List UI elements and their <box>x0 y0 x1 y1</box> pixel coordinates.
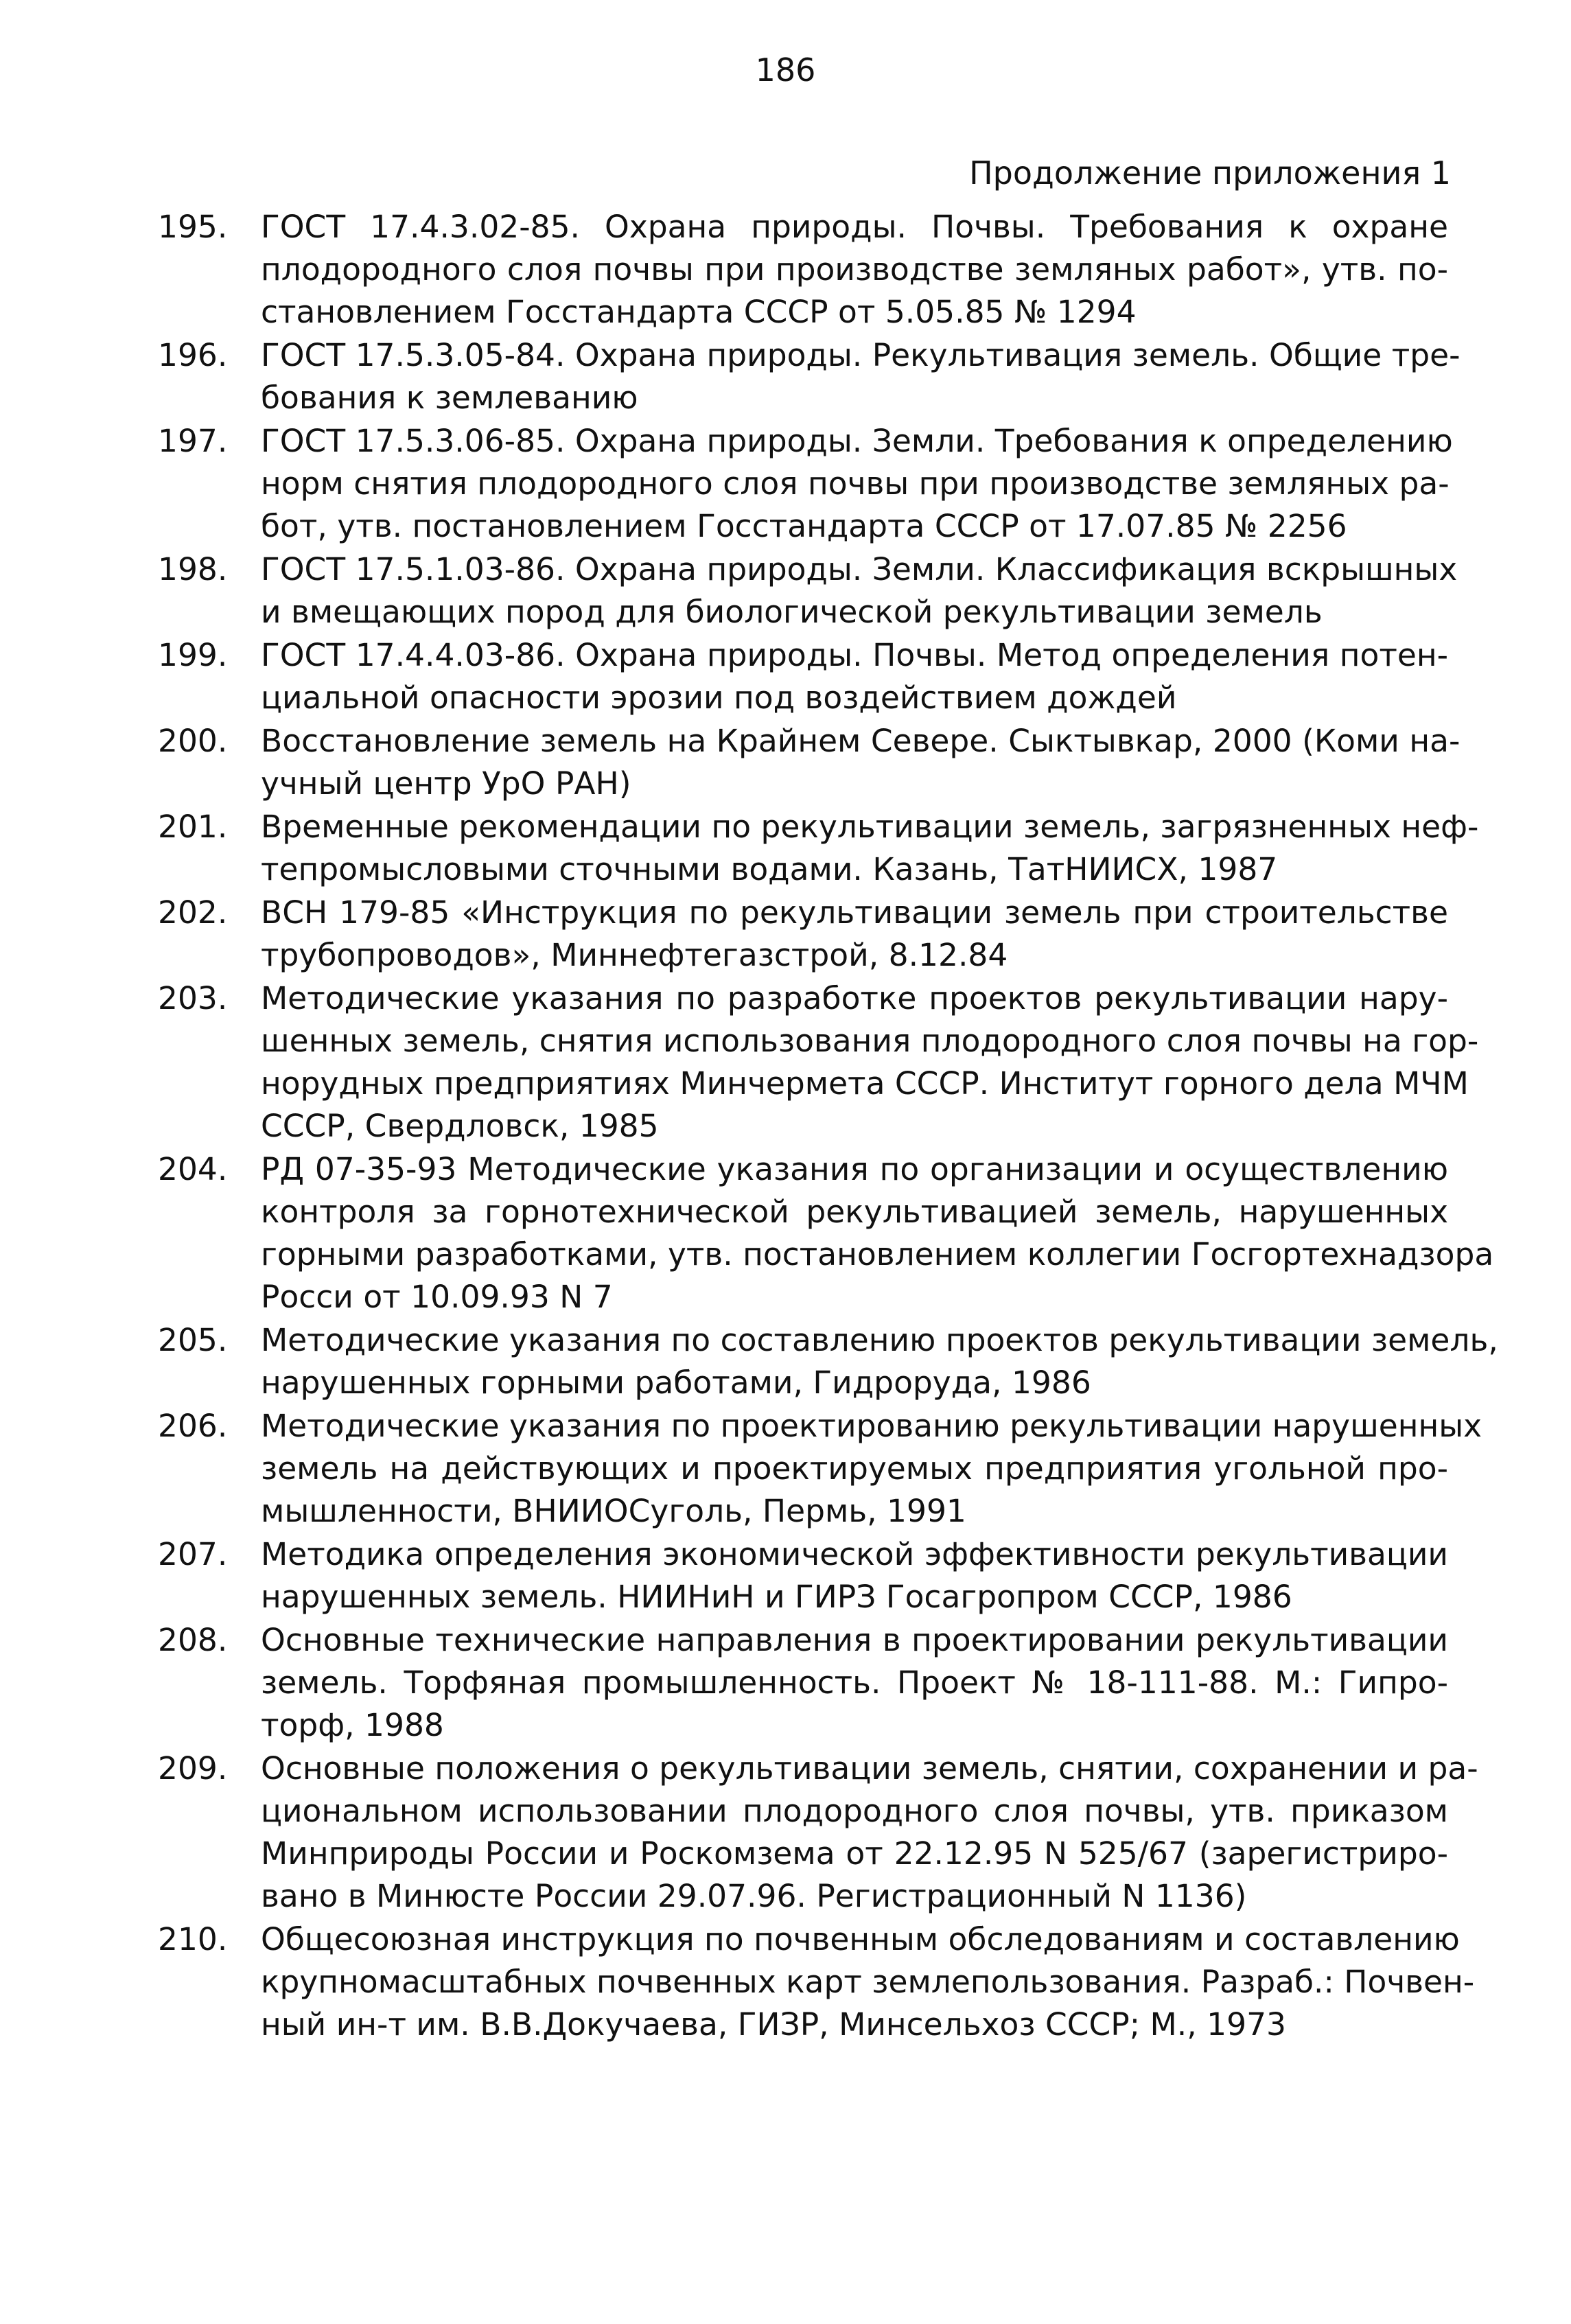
reference-text-line: ВСН 179-85 «Инструкция по рекультивации земель при строительстве <box>261 894 1448 931</box>
reference-text-line: тепромысловыми сточными водами. Казань, ТатНИИСХ, 1987 <box>261 851 1278 887</box>
reference-item <box>158 1533 1448 1618</box>
reference-text-line: бот, утв. постановлением Госстандарта СССР от 17.07.85 № 2256 <box>261 508 1347 544</box>
reference-text-line: Методические указания по разработке проектов рекультивации нару- <box>261 980 1448 1016</box>
reference-text-line: вано в Минюсте России 29.07.96. Регистрационный N 1136) <box>261 1878 1247 1914</box>
reference-text-line: Основные положения о рекультивации земель, снятии, сохранении и ра- <box>261 1750 1478 1787</box>
reference-text-line: норм снятия плодородного слоя почвы при производстве земляных ра- <box>261 465 1450 502</box>
reference-text-line: крупномасштабных почвенных карт землепользования. Разраб.: Почвен- <box>261 1964 1475 2000</box>
reference-item <box>158 548 1458 634</box>
reference-number: 196. <box>158 337 228 373</box>
continuation-heading: Продолжение приложения 1 <box>969 154 1451 191</box>
reference-text-line: циональном использовании плодородного слоя почвы, утв. приказом <box>261 1793 1448 1829</box>
reference-item <box>158 334 1461 419</box>
reference-text-line: контроля за горнотехнической рекультивацией земель, нарушенных <box>261 1194 1448 1230</box>
reference-item <box>158 806 1479 891</box>
reference-text-line: СССР, Свердловск, 1985 <box>261 1108 659 1144</box>
reference-text-line: бования к землеванию <box>261 380 638 416</box>
reference-text-line: трубопроводов», Миннефтегазстрой, 8.12.84 <box>261 937 1008 973</box>
reference-text-line: нарушенных горными работами, Гидроруда, 1986 <box>261 1364 1091 1401</box>
reference-number: 204. <box>158 1151 228 1187</box>
reference-text-line: нарушенных земель. НИИНиН и ГИРЗ Госагропром СССР, 1986 <box>261 1579 1292 1615</box>
reference-text-line: мышленности, ВНИИОСуголь, Пермь, 1991 <box>261 1493 966 1529</box>
reference-text-line: Методика определения экономической эффективности рекультивации <box>261 1536 1448 1572</box>
reference-number: 206. <box>158 1408 228 1444</box>
reference-number: 207. <box>158 1536 228 1572</box>
reference-item <box>158 977 1479 1148</box>
reference-text-line: Методические указания по составлению проектов рекультивации земель, <box>261 1322 1498 1358</box>
reference-item <box>158 634 1448 719</box>
reference-text-line: Минприроды России и Роскомзема от 22.12.95 N 525/67 (зарегистриро- <box>261 1835 1448 1872</box>
reference-item <box>158 1918 1475 2046</box>
reference-item <box>158 206 1448 334</box>
reference-item <box>158 1405 1482 1533</box>
reference-text-line: Методические указания по проектированию рекультивации нарушенных <box>261 1408 1482 1444</box>
reference-item <box>158 1148 1494 1318</box>
reference-number: 199. <box>158 637 228 673</box>
reference-number: 203. <box>158 980 228 1016</box>
reference-number: 201. <box>158 809 228 845</box>
reference-text-line: Восстановление земель на Крайнем Севере. Сыктывкар, 2000 (Коми на- <box>261 723 1461 759</box>
reference-text-line: земель. Торфяная промышленность. Проект № 18-111-88. М.: Гипро- <box>261 1664 1448 1701</box>
reference-item <box>158 1319 1498 1404</box>
reference-number: 202. <box>158 894 228 931</box>
reference-text-line: земель на действующих и проектируемых предприятия угольной про- <box>261 1450 1448 1487</box>
reference-number: 210. <box>158 1921 228 1957</box>
reference-number: 198. <box>158 551 228 588</box>
reference-number: 209. <box>158 1750 228 1787</box>
reference-text-line: ГОСТ 17.4.3.02-85. Охрана природы. Почвы. Требования к охране <box>261 209 1448 245</box>
reference-text-line: циальной опасности эрозии под воздействием дождей <box>261 679 1177 716</box>
reference-text-line: Росси от 10.09.93 N 7 <box>261 1279 613 1315</box>
reference-text-line: Общесоюзная инструкция по почвенным обследованиям и составлению <box>261 1921 1460 1957</box>
reference-text-line: норудных предприятиях Минчермета СССР. Институт горного дела МЧМ <box>261 1065 1469 1102</box>
reference-number: 197. <box>158 423 228 459</box>
reference-text-line: РД 07-35-93 Методические указания по организации и осуществлению <box>261 1151 1448 1187</box>
reference-text-line: плодородного слоя почвы при производстве земляных работ», утв. по- <box>261 251 1448 288</box>
reference-text-line: горными разработками, утв. постановлением коллегии Госгортехнадзора <box>261 1236 1494 1273</box>
reference-number: 195. <box>158 209 228 245</box>
reference-text-line: торф, 1988 <box>261 1707 444 1743</box>
reference-text-line: Временные рекомендации по рекультивации земель, загрязненных неф- <box>261 809 1479 845</box>
reference-number: 208. <box>158 1622 228 1658</box>
reference-item <box>158 892 1448 977</box>
reference-text-line: Основные технические направления в проектировании рекультивации <box>261 1622 1448 1658</box>
reference-item <box>158 1747 1478 1918</box>
reference-item <box>158 1619 1448 1747</box>
reference-item <box>158 720 1461 805</box>
reference-number: 205. <box>158 1322 228 1358</box>
reference-text-line: учный центр УрО РАН) <box>261 765 631 802</box>
reference-text-line: шенных земель, снятия использования плодородного слоя почвы на гор- <box>261 1023 1479 1059</box>
reference-number: 200. <box>158 723 228 759</box>
reference-text-line: и вмещающих пород для биологической рекультивации земель <box>261 594 1323 630</box>
reference-text-line: ГОСТ 17.5.3.05-84. Охрана природы. Рекультивация земель. Общие тре- <box>261 337 1461 373</box>
reference-item <box>158 420 1453 548</box>
reference-list <box>158 206 1498 2047</box>
page-number: 186 <box>755 51 816 89</box>
reference-text-line: ГОСТ 17.5.1.03-86. Охрана природы. Земли. Классификация вскрышных <box>261 551 1458 588</box>
reference-text-line: ГОСТ 17.5.3.06-85. Охрана природы. Земли. Требования к определению <box>261 423 1453 459</box>
reference-text-line: ГОСТ 17.4.4.03-86. Охрана природы. Почвы. Метод определения потен- <box>261 637 1448 673</box>
reference-text-line: становлением Госстандарта СССР от 5.05.85 № 1294 <box>261 294 1137 330</box>
reference-text-line: ный ин-т им. В.В.Докучаева, ГИЗР, Минсельхоз СССР; М., 1973 <box>261 2006 1286 2043</box>
